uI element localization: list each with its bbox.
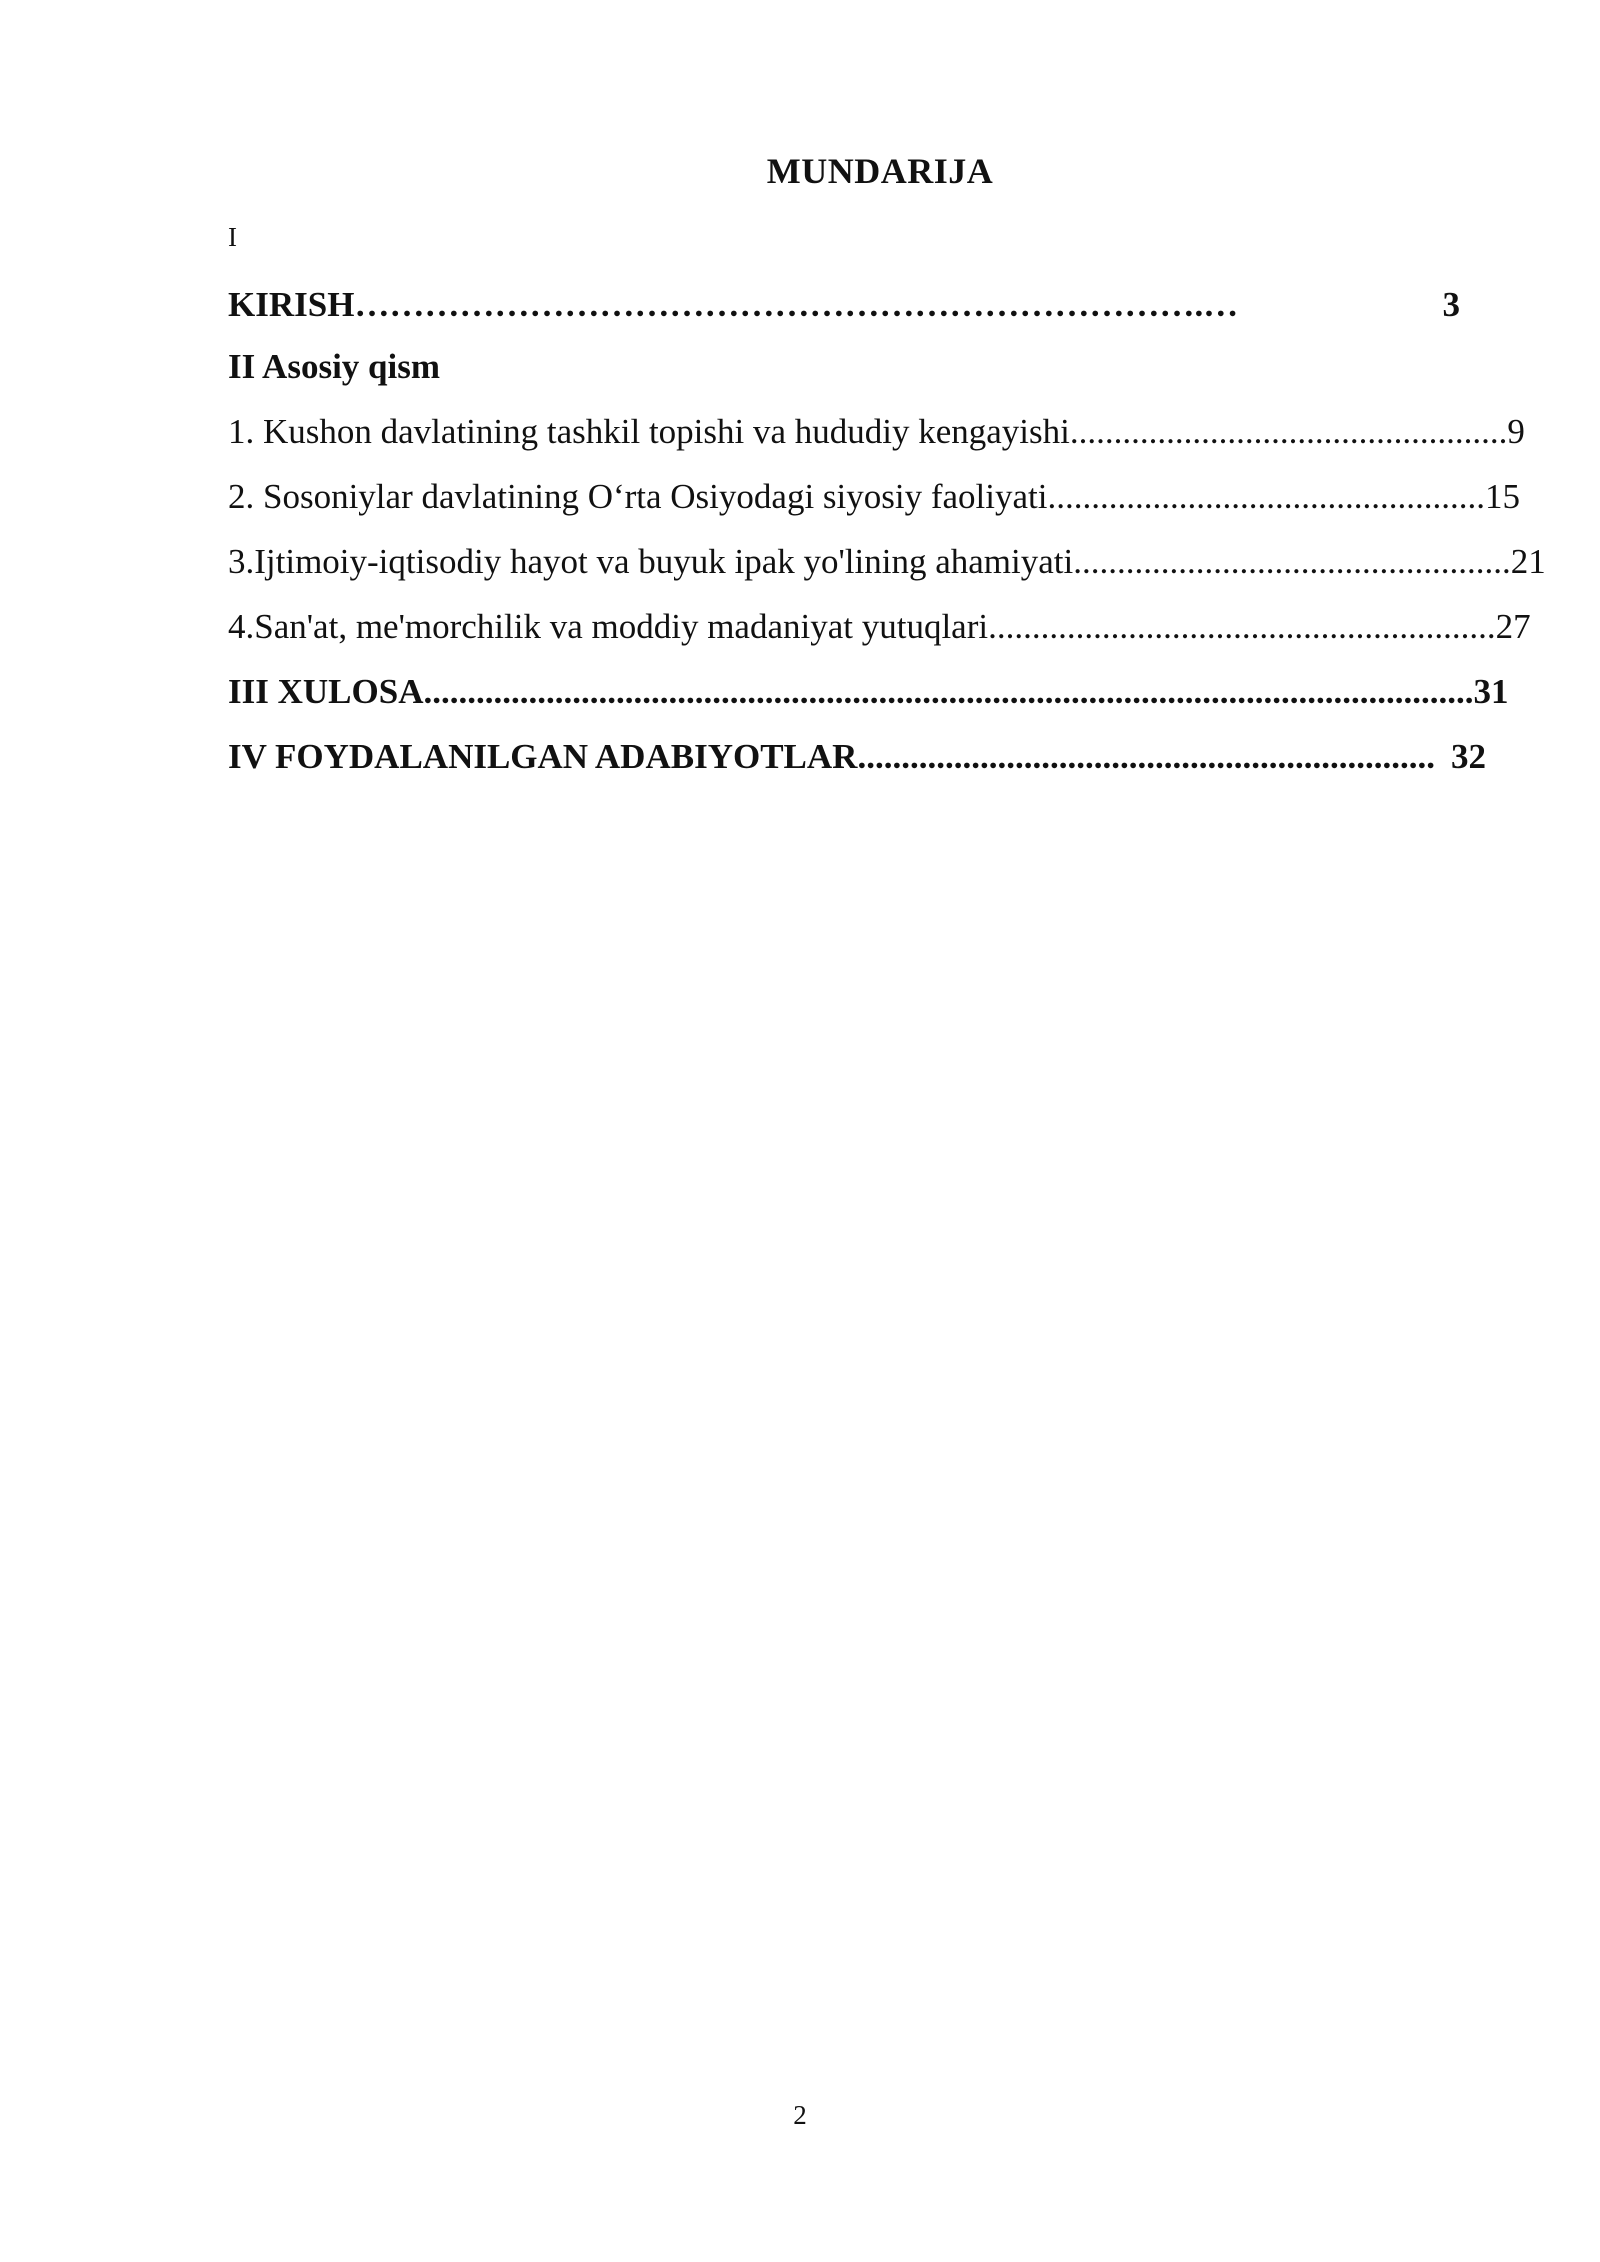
toc-entry-page: 15: [1484, 477, 1520, 516]
toc-entry-page: 9: [1507, 412, 1525, 451]
toc-entry-leader: ……………………………………………………………….…: [354, 285, 1239, 324]
toc-entry-label: 4.San'at, me'morchilik va moddiy madaniyat yutuqlari: [228, 607, 989, 646]
toc-entry-2[interactable]: [228, 472, 1520, 522]
toc-entry-page: 27: [1495, 607, 1531, 646]
toc-entry-label: 3.Ijtimoiy-iqtisodiy hayot va buyuk ipak yo'lining ahamiyati: [228, 542, 1074, 581]
toc-entry-label: KIRISH: [228, 285, 355, 324]
toc-entry-label: 1. Kushon davlatining tashkil topishi va hududiy kengayishi: [228, 412, 1070, 451]
toc-entry-1[interactable]: [228, 407, 1525, 457]
toc-entry-page: 31: [1473, 672, 1509, 711]
toc-section-heading: II Asosiy qism: [228, 347, 441, 386]
roman-numeral-marker: I: [228, 222, 237, 252]
toc-entry-references[interactable]: [228, 732, 1486, 782]
toc-entry-leader: ........................................................................................................................: [423, 672, 1474, 711]
toc-entry-leader: ..................................................................: [857, 737, 1435, 776]
toc-entry-3[interactable]: [228, 537, 1546, 587]
toc-entry-4[interactable]: [228, 602, 1531, 652]
toc-title: MUNDARIJA: [766, 151, 994, 191]
toc-entry-leader: ..................................................: [1069, 412, 1508, 451]
toc-entry-page: 32: [1451, 737, 1486, 776]
toc-entry-leader: ..........................................................: [988, 607, 1496, 646]
toc-entry-conclusion[interactable]: [228, 667, 1509, 717]
toc-entry-page: 21: [1510, 542, 1546, 581]
toc-entry-label: III XULOSA: [228, 672, 424, 711]
toc-entry-label: 2. Sosoniylar davlatining O‘rta Osiyodagi siyosiy faoliyati: [228, 477, 1048, 516]
toc-entry-leader: ..................................................: [1073, 542, 1511, 581]
toc-entry-page: 3: [1442, 285, 1460, 324]
toc-entry-intro[interactable]: [228, 280, 1460, 330]
toc-entry-leader: ..................................................: [1047, 477, 1485, 516]
page-number: 2: [793, 2100, 807, 2130]
toc-entry-label: IV FOYDALANILGAN ADABIYOTLAR: [228, 737, 858, 776]
